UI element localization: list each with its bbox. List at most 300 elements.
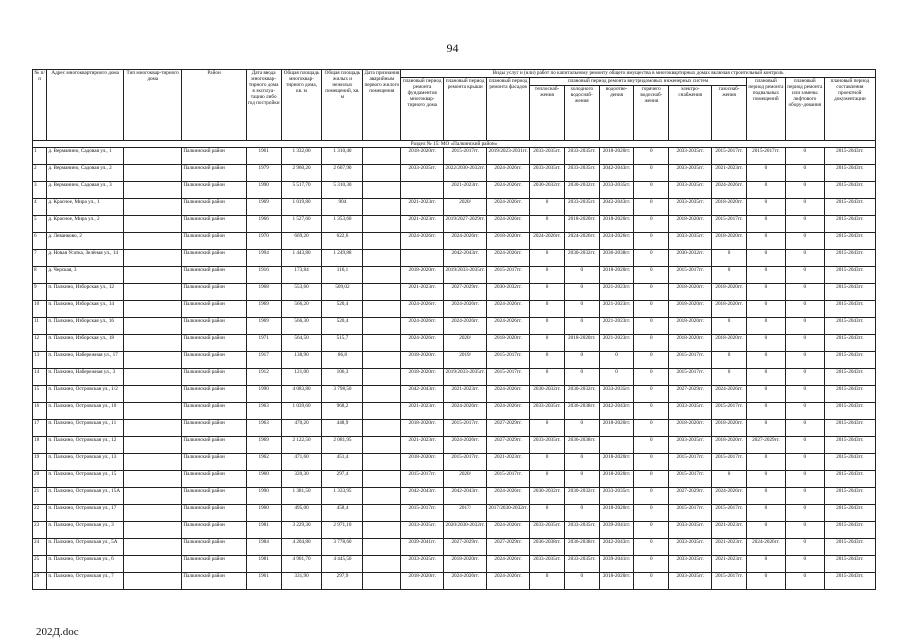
- cell-hot: 0: [634, 165, 669, 182]
- cell-proj: 2015-2043гг.: [824, 437, 875, 454]
- cell-dist: Палкинский район: [182, 505, 246, 522]
- cell-rec: [363, 539, 401, 556]
- cell-roof: 2024-2026гг.: [444, 233, 487, 250]
- table-row: [33, 318, 876, 335]
- table-row: [33, 267, 876, 284]
- section-title: Раздел № 15: МО «Палкинский район»: [33, 141, 876, 148]
- cell-year: 1960: [246, 471, 281, 488]
- cell-dist: Палкинский район: [182, 267, 246, 284]
- cell-lift: 0: [785, 165, 824, 182]
- cell-n: 11: [33, 318, 47, 335]
- table-row: [33, 420, 876, 437]
- cell-elec: 2018-2020гг.: [669, 318, 712, 335]
- cell-addr: п. Палкино, Островская ул., 6: [47, 556, 124, 573]
- cell-rec: [363, 420, 401, 437]
- cell-addr: д. Верманино, Садовая ул., 1: [47, 148, 124, 165]
- cell-n: 21: [33, 488, 47, 505]
- cell-total: 4 083,80: [281, 386, 322, 403]
- cell-found: 2018-2020гг.: [401, 369, 444, 386]
- header-foundation: плановый период ремонта фундаментов многоквар-тирного дома: [401, 78, 444, 141]
- cell-n: 12: [33, 335, 47, 352]
- cell-roof: 2021-2023гг.: [444, 386, 487, 403]
- header-hot-water: горячего водоснаб-жения: [634, 86, 669, 141]
- cell-proj: 2015-2043гг.: [824, 301, 875, 318]
- cell-roof: 2024-2026гг.: [444, 403, 487, 420]
- cell-found: 2021-2023гг.: [401, 403, 444, 420]
- cell-type: [124, 165, 182, 182]
- table-row: [33, 233, 876, 250]
- cell-total: 2 122,50: [281, 437, 322, 454]
- cell-type: [124, 335, 182, 352]
- cell-n: 14: [33, 369, 47, 386]
- cell-live: 116,1: [322, 267, 363, 284]
- cell-cold: 0: [564, 301, 599, 318]
- cell-rec: [363, 182, 401, 199]
- header-engineering: плановый период ремонта внутридомовых инженерных систем: [530, 78, 747, 86]
- cell-rec: [363, 250, 401, 267]
- cell-addr: п. Палкино, Островская ул., 15: [47, 471, 124, 488]
- cell-rec: [363, 199, 401, 216]
- cell-lift: 0: [785, 216, 824, 233]
- header-drain: водоотве-дения: [599, 86, 634, 141]
- cell-n: 17: [33, 420, 47, 437]
- cell-year: 1979: [246, 165, 281, 182]
- cell-n: 2: [33, 165, 47, 182]
- cell-drain: 2036-2038гг.: [599, 250, 634, 267]
- cell-type: [124, 573, 182, 590]
- cell-n: 3: [33, 182, 47, 199]
- header-gas: газоснаб-жения: [712, 86, 747, 141]
- cell-type: [124, 420, 182, 437]
- cell-live: 2 971,10: [322, 522, 363, 539]
- cell-base: 0: [746, 573, 785, 590]
- cell-fac: 2027-2029гг.: [487, 437, 530, 454]
- cell-type: [124, 403, 182, 420]
- cell-rec: [363, 335, 401, 352]
- cell-addr: д. Черская, 3: [47, 267, 124, 284]
- cell-lift: 0: [785, 539, 824, 556]
- cell-type: [124, 216, 182, 233]
- cell-lift: 0: [785, 182, 824, 199]
- cell-elec: 2015-2017гг.: [669, 471, 712, 488]
- cell-total: 1 039,60: [281, 403, 322, 420]
- cell-dist: Палкинский район: [182, 284, 246, 301]
- cell-type: [124, 488, 182, 505]
- cell-roof: 2015-2017гг.: [444, 454, 487, 471]
- cell-live: 4 445,50: [322, 556, 363, 573]
- cell-base: 0: [746, 301, 785, 318]
- cell-base: 0: [746, 165, 785, 182]
- cell-cold: 2030-2032гг.: [564, 488, 599, 505]
- cell-gas: 2015-2017гг.: [712, 573, 747, 590]
- header-electric: электро-снабжения: [669, 86, 712, 141]
- cell-total: 1 443,80: [281, 250, 322, 267]
- cell-n: 8: [33, 267, 47, 284]
- cell-proj: 2015-2043гг.: [824, 284, 875, 301]
- cell-heat: 0: [530, 573, 565, 590]
- cell-rec: [363, 318, 401, 335]
- cell-lift: 0: [785, 437, 824, 454]
- table-row: [33, 573, 876, 590]
- cell-dist: Палкинский район: [182, 250, 246, 267]
- cell-total: 495,00: [281, 505, 322, 522]
- cell-found: 2015-2017гг.: [401, 505, 444, 522]
- cell-elec: 2033-2035гг.: [669, 522, 712, 539]
- cell-fac: 2024-2026гг.: [487, 386, 530, 403]
- cell-hot: 0: [634, 148, 669, 165]
- cell-found: 2018-2020гг.: [401, 573, 444, 590]
- cell-roof: 2042-2043гг.: [444, 250, 487, 267]
- cell-live: 448,9: [322, 420, 363, 437]
- cell-dist: Палкинский район: [182, 352, 246, 369]
- header-cold-water: холодного водоснаб-жения: [564, 86, 599, 141]
- cell-elec: 2015-2017гг.: [669, 454, 712, 471]
- cell-elec: 2033-2035гг.: [669, 165, 712, 182]
- cell-cold: 2033-2035гг.: [564, 165, 599, 182]
- table-row: [33, 199, 876, 216]
- cell-rec: [363, 454, 401, 471]
- cell-heat: 0: [530, 352, 565, 369]
- cell-base: 0: [746, 250, 785, 267]
- cell-elec: 2033-2035гг.: [669, 148, 712, 165]
- cell-dist: Палкинский район: [182, 216, 246, 233]
- header-year: Дата ввода многоквар-тирного дома в эксплуа-тацию либо год постройки: [246, 70, 281, 141]
- cell-gas: 2021-2023гг.: [712, 165, 747, 182]
- cell-total: 331,90: [281, 573, 322, 590]
- header-total-area: Общая площадь многоквар-тирного дома, кв. м: [281, 70, 322, 141]
- cell-n: 16: [33, 403, 47, 420]
- cell-fac: 2024-2026гг.: [487, 573, 530, 590]
- table-row: [33, 250, 876, 267]
- cell-fac: 2024-2026гг.: [487, 522, 530, 539]
- cell-gas: 2015-2017гг.: [712, 148, 747, 165]
- cell-dist: Палкинский район: [182, 318, 246, 335]
- cell-rec: [363, 403, 401, 420]
- cell-n: 19: [33, 454, 47, 471]
- cell-lift: 0: [785, 199, 824, 216]
- cell-gas: 0: [712, 250, 747, 267]
- cell-addr: п. Палкино, Островская ул., 12: [47, 437, 124, 454]
- cell-year: 1960: [246, 505, 281, 522]
- cell-cold: 0: [564, 267, 599, 284]
- cell-proj: 2015-2043гг.: [824, 488, 875, 505]
- cell-dist: Палкинский район: [182, 148, 246, 165]
- cell-gas: 2024-2026гг.: [712, 386, 747, 403]
- cell-proj: 2015-2043гг.: [824, 539, 875, 556]
- cell-proj: 2015-2043гг.: [824, 335, 875, 352]
- cell-proj: 2015-2043гг.: [824, 182, 875, 199]
- cell-lift: 0: [785, 335, 824, 352]
- cell-heat: 0: [530, 318, 565, 335]
- cell-cold: 2033-2035гг.: [564, 556, 599, 573]
- cell-roof: 2020/: [444, 199, 487, 216]
- cell-live: 3 798,50: [322, 386, 363, 403]
- cell-elec: 2018-2020гг.: [669, 335, 712, 352]
- cell-cold: 0: [564, 505, 599, 522]
- cell-total: 564,50: [281, 335, 322, 352]
- cell-proj: 2015-2043гг.: [824, 148, 875, 165]
- cell-dist: Палкинский район: [182, 488, 246, 505]
- cell-elec: 2033-2035гг.: [669, 233, 712, 250]
- cell-addr: п. Палкино, Островская ул., 15А: [47, 488, 124, 505]
- cell-type: [124, 199, 182, 216]
- cell-hot: 0: [634, 233, 669, 250]
- cell-elec: 2033-2035гг.: [669, 556, 712, 573]
- cell-found: 2018-2020гг.: [401, 420, 444, 437]
- cell-heat: 2033-2035гг.: [530, 148, 565, 165]
- cell-heat: 0: [530, 199, 565, 216]
- cell-year: 1912: [246, 369, 281, 386]
- cell-rec: [363, 233, 401, 250]
- cell-base: 0: [746, 352, 785, 369]
- cell-lift: 0: [785, 522, 824, 539]
- cell-drain: 2021-2023гг.: [599, 335, 634, 352]
- cell-roof: 2024-2026гг.: [444, 573, 487, 590]
- table-row: [33, 403, 876, 420]
- cell-hot: 0: [634, 352, 669, 369]
- cell-elec: 2033-2035гг.: [669, 403, 712, 420]
- cell-roof: 2019/2033-2035гг.: [444, 267, 487, 284]
- cell-elec: 2027-2029гг.: [669, 488, 712, 505]
- cell-roof: 2024-2026гг.: [444, 318, 487, 335]
- cell-drain: 2021-2023гг.: [599, 284, 634, 301]
- cell-drain: 2018-2020гг.: [599, 573, 634, 590]
- cell-addr: п. Палкино, Островская ул., 7: [47, 573, 124, 590]
- cell-fac: 2015-2017гг.: [487, 267, 530, 284]
- cell-addr: п. Палкино, Набережная ул., 3: [47, 369, 124, 386]
- cell-year: 1994: [246, 250, 281, 267]
- cell-type: [124, 522, 182, 539]
- cell-base: 2027-2029гг.: [746, 437, 785, 454]
- cell-dist: Палкинский район: [182, 165, 246, 182]
- cell-heat: 0: [530, 267, 565, 284]
- cell-type: [124, 318, 182, 335]
- cell-rec: [363, 522, 401, 539]
- cell-found: 2018-2020гг.: [401, 454, 444, 471]
- cell-gas: 2021-2023гг.: [712, 522, 747, 539]
- cell-heat: 0: [530, 471, 565, 488]
- cell-cold: 2036-2038гг.: [564, 539, 599, 556]
- cell-drain: 0: [599, 369, 634, 386]
- cell-lift: 0: [785, 573, 824, 590]
- header-address: Адрес многоквартирного дома: [47, 70, 124, 141]
- cell-type: [124, 284, 182, 301]
- cell-type: [124, 454, 182, 471]
- cell-hot: 0: [634, 539, 669, 556]
- cell-fac: 2024-2026гг.: [487, 250, 530, 267]
- cell-gas: 2024-2026гг.: [712, 488, 747, 505]
- cell-lift: 0: [785, 505, 824, 522]
- cell-dist: Палкинский район: [182, 420, 246, 437]
- cell-hot: 0: [634, 403, 669, 420]
- cell-drain: 2042-2043гг.: [599, 199, 634, 216]
- cell-rec: [363, 284, 401, 301]
- cell-rec: [363, 267, 401, 284]
- cell-drain: 2033-2035гг.: [599, 182, 634, 199]
- cell-heat: 2033-2035гг.: [530, 522, 565, 539]
- cell-gas: 2018-2020гг.: [712, 233, 747, 250]
- cell-cold: 0: [564, 369, 599, 386]
- cell-found: 2021-2023гг.: [401, 199, 444, 216]
- cell-cold: 0: [564, 573, 599, 590]
- cell-proj: 2015-2043гг.: [824, 386, 875, 403]
- cell-heat: 0: [530, 369, 565, 386]
- cell-lift: 0: [785, 403, 824, 420]
- cell-base: 0: [746, 199, 785, 216]
- cell-year: 1969: [246, 437, 281, 454]
- cell-hot: 0: [634, 488, 669, 505]
- header-basement: плановый период ремонта подвальных помещений: [746, 78, 785, 141]
- cell-proj: 2015-2043гг.: [824, 216, 875, 233]
- cell-rec: [363, 216, 401, 233]
- cell-base: 0: [746, 335, 785, 352]
- cell-total: 173,84: [281, 267, 322, 284]
- header-num: № п/п: [33, 70, 47, 141]
- cell-base: 0: [746, 556, 785, 573]
- table-row: [33, 505, 876, 522]
- cell-total: 1 332,00: [281, 148, 322, 165]
- cell-live: 1 310,40: [322, 148, 363, 165]
- cell-hot: 0: [634, 182, 669, 199]
- cell-lift: 0: [785, 267, 824, 284]
- cell-addr: п. Палкино, Островская ул., 10: [47, 403, 124, 420]
- cell-gas: 2015-2017гг.: [712, 454, 747, 471]
- cell-proj: 2015-2043гг.: [824, 471, 875, 488]
- cell-cold: 2030-2032гг.: [564, 182, 599, 199]
- cell-year: 1966: [246, 216, 281, 233]
- cell-gas: 2018-2020гг.: [712, 335, 747, 352]
- cell-base: 0: [746, 233, 785, 250]
- cell-elec: 2015-2017гг.: [669, 505, 712, 522]
- cell-roof: 2019/: [444, 352, 487, 369]
- cell-total: 566,30: [281, 318, 322, 335]
- cell-cold: 0: [564, 471, 599, 488]
- cell-hot: 0: [634, 301, 669, 318]
- cell-live: 451,4: [322, 454, 363, 471]
- cell-base: 0: [746, 267, 785, 284]
- cell-year: 1981: [246, 556, 281, 573]
- cell-found: 2033-2035гг.: [401, 556, 444, 573]
- cell-addr: п. Палкино, Островская ул., 11: [47, 420, 124, 437]
- cell-heat: 0: [530, 216, 565, 233]
- cell-live: 106,3: [322, 369, 363, 386]
- cell-found: [401, 250, 444, 267]
- cell-live: 2 081,95: [322, 437, 363, 454]
- cell-addr: д. Красное, Мира ул., 2: [47, 216, 124, 233]
- cell-hot: 0: [634, 454, 669, 471]
- cell-fac: 2018-2020гг.: [487, 335, 530, 352]
- cell-drain: 2039-2041гг.: [599, 556, 634, 573]
- cell-dist: Палкинский район: [182, 522, 246, 539]
- cell-year: 1969: [246, 318, 281, 335]
- cell-roof: 2018-2020гг.: [444, 556, 487, 573]
- header-district: Район: [182, 70, 246, 141]
- cell-proj: 2015-2043гг.: [824, 318, 875, 335]
- cell-type: [124, 386, 182, 403]
- cell-n: 25: [33, 556, 47, 573]
- cell-dist: Палкинский район: [182, 471, 246, 488]
- cell-heat: 2030-2032гг.: [530, 182, 565, 199]
- cell-heat: 2036-2038гг.: [530, 539, 565, 556]
- cell-addr: п. Палкино, Набережная ул., 17: [47, 352, 124, 369]
- cell-n: 23: [33, 522, 47, 539]
- cell-fac: 2024-2026гг.: [487, 556, 530, 573]
- cell-n: 6: [33, 233, 47, 250]
- cell-found: 2021-2023гг.: [401, 216, 444, 233]
- cell-base: 0: [746, 386, 785, 403]
- cell-total: 1 381,50: [281, 488, 322, 505]
- cell-roof: 2024-2026гг.: [444, 301, 487, 318]
- cell-roof: 2042-2043гг.: [444, 488, 487, 505]
- cell-type: [124, 352, 182, 369]
- cell-fac: 2019/2023-2031гг.: [487, 148, 530, 165]
- cell-elec: 2033-2035гг.: [669, 199, 712, 216]
- cell-type: [124, 148, 182, 165]
- table-row: [33, 488, 876, 505]
- cell-year: 1984: [246, 539, 281, 556]
- cell-elec: 2018-2020гг.: [669, 284, 712, 301]
- page-number: 94: [446, 41, 459, 55]
- cell-fac: 2024-2026гг.: [487, 165, 530, 182]
- cell-gas: 2021-2023гг.: [712, 556, 747, 573]
- cell-hot: 0: [634, 318, 669, 335]
- cell-n: 15: [33, 386, 47, 403]
- cell-found: 2015-2017гг.: [401, 471, 444, 488]
- cell-cold: 0: [564, 318, 599, 335]
- cell-dist: Палкинский район: [182, 369, 246, 386]
- cell-live: 1 249,88: [322, 250, 363, 267]
- cell-lift: 0: [785, 284, 824, 301]
- cell-cold: 2033-2035гг.: [564, 522, 599, 539]
- cell-rec: [363, 369, 401, 386]
- cell-lift: 0: [785, 488, 824, 505]
- cell-cold: 0: [564, 352, 599, 369]
- cell-n: 24: [33, 539, 47, 556]
- cell-found: [401, 182, 444, 199]
- cell-drain: 2018-2020гг.: [599, 505, 634, 522]
- cell-n: 4: [33, 199, 47, 216]
- cell-proj: 2015-2043гг.: [824, 573, 875, 590]
- table-row: [33, 454, 876, 471]
- cell-roof: 2022/2030-2032гг.: [444, 165, 487, 182]
- cell-drain: 2039-2041гг.: [599, 522, 634, 539]
- cell-gas: 2018-2020гг.: [712, 284, 747, 301]
- cell-lift: 0: [785, 420, 824, 437]
- cell-roof: 2019/2033-2035гг.: [444, 369, 487, 386]
- cell-fac: 2024-2026гг.: [487, 318, 530, 335]
- cell-lift: 0: [785, 250, 824, 267]
- cell-total: 3 229,30: [281, 522, 322, 539]
- header-heat: теплоснаб-жения: [530, 86, 565, 141]
- cell-dist: Палкинский район: [182, 573, 246, 590]
- cell-live: 515,7: [322, 335, 363, 352]
- cell-rec: [363, 165, 401, 182]
- cell-addr: п. Палкино, Островская ул., 3: [47, 522, 124, 539]
- cell-hot: 0: [634, 369, 669, 386]
- cell-elec: 2018-2020гг.: [669, 420, 712, 437]
- cell-heat: 2030-2032гг.: [530, 488, 565, 505]
- cell-year: 1963: [246, 420, 281, 437]
- cell-proj: 2015-2043гг.: [824, 522, 875, 539]
- cell-drain: 2018-2020гг.: [599, 148, 634, 165]
- cell-dist: Палкинский район: [182, 386, 246, 403]
- cell-total: 320,30: [281, 471, 322, 488]
- cell-rec: [363, 352, 401, 369]
- cell-n: 26: [33, 573, 47, 590]
- cell-drain: 2024-2026гг.: [599, 233, 634, 250]
- cell-heat: 2033-2035гг.: [530, 403, 565, 420]
- cell-gas: 0: [712, 471, 747, 488]
